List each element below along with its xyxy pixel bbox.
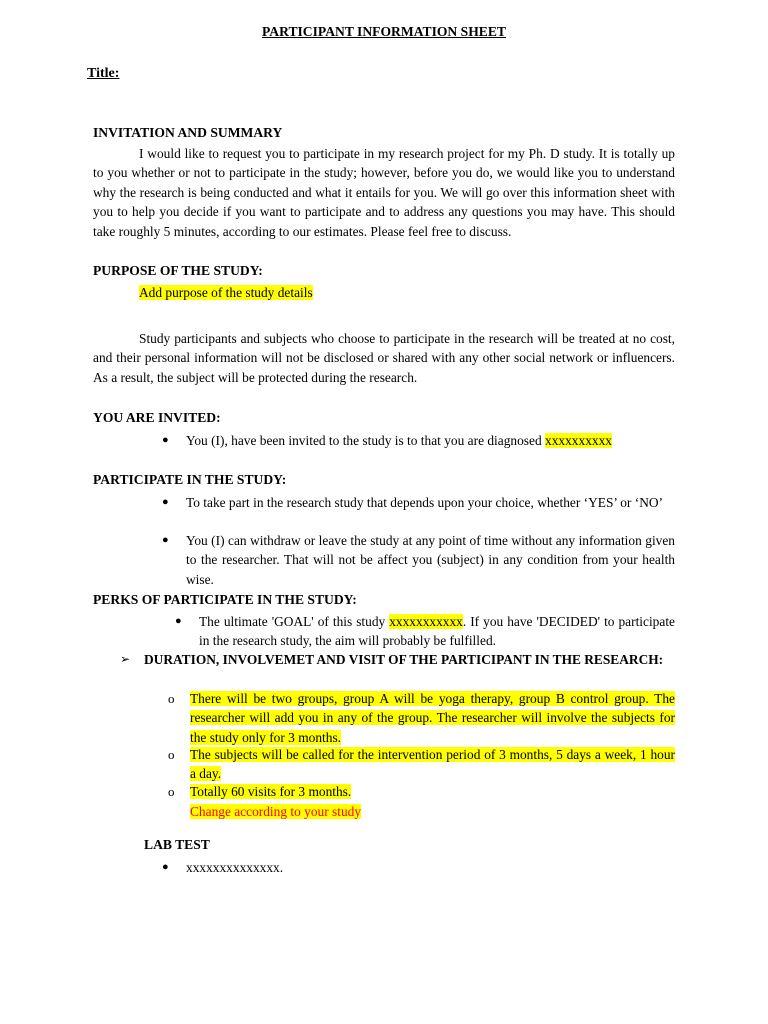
perks-bullet <box>175 612 675 651</box>
duration-heading-item <box>120 650 674 669</box>
invitation-text: I would like to request you to participate in my research project for my Ph. D study. It is totally up to you whether or not to participate in the study; however, before you do, we would like you to understand why the research is being conducted and what it entails for you. We will go over this information sheet with you to help you decide if you want to participate and to address any questions you may have. This should take roughly 5 minutes, according to our estimates. Please feel free to discuss. <box>93 146 675 239</box>
bullet-icon: ● <box>175 615 182 627</box>
participate-bullet-text: You (I) can withdraw or leave the study at any point of time without any information given to the researcher. That will not be affect you (subject) in any condition from your health wise. <box>186 533 675 587</box>
perks-bullet-highlight: xxxxxxxxxxx <box>389 614 463 629</box>
bullet-icon: ● <box>162 434 169 446</box>
participate-heading: PARTICIPATE IN THE STUDY: <box>93 472 287 487</box>
duration-item <box>168 689 675 747</box>
participate-bullet <box>162 493 675 512</box>
purpose-placeholder-line <box>139 283 313 302</box>
invited-bullet-text: You (I), have been invited to the study is to that you are diagnosed <box>186 433 546 448</box>
duration-note-line <box>190 802 361 821</box>
duration-note: Change according to your study <box>190 804 362 819</box>
duration-item <box>168 782 675 801</box>
participate-bullet <box>162 531 675 589</box>
lab-test-bullet <box>162 858 675 877</box>
arrow-right-icon: ➢ <box>120 652 131 666</box>
invitation-heading: INVITATION AND SUMMARY <box>93 125 283 140</box>
circle-bullet-icon: o <box>168 691 175 706</box>
duration-item <box>168 745 675 784</box>
perks-bullet-before: The ultimate 'GOAL' of this study <box>199 614 390 629</box>
purpose-text: Study participants and subjects who choose to participate in the research will be treated at no cost, and their personal information will not be disclosed or shared with any other social network or influencers. As a result, the subject will be protected during the research. <box>93 331 675 385</box>
perks-heading: PERKS OF PARTICIPATE IN THE STUDY: <box>93 592 357 607</box>
lab-test-bullet-text: xxxxxxxxxxxxxx. <box>186 860 284 875</box>
invited-bullet-highlight: xxxxxxxxxx <box>545 433 612 448</box>
invited-heading: YOU ARE INVITED: <box>93 410 221 425</box>
invited-bullet <box>162 431 675 450</box>
title-label: Title: <box>87 66 120 81</box>
duration-item-text: There will be two groups, group A will be yoga therapy, group B control group. The researcher will add you in any of the group. The researcher will involve the subjects for the study only for 3 months. <box>190 691 675 745</box>
bullet-icon: ● <box>162 861 169 873</box>
circle-bullet-icon: o <box>168 747 175 762</box>
purpose-placeholder: Add purpose of the study details <box>139 285 313 300</box>
participate-bullet-text: To take part in the research study that depends upon your choice, whether ‘YES’ or ‘NO’ <box>186 495 664 510</box>
perks-bullet-after: . If you have 'DECIDED' to participate in the research study, the aim will probably be fulfilled. <box>199 614 675 649</box>
purpose-heading: PURPOSE OF THE STUDY: <box>93 263 263 278</box>
circle-bullet-icon: o <box>168 784 175 799</box>
duration-heading: DURATION, INVOLVEMET AND VISIT OF THE PARTICIPANT IN THE RESEARCH: <box>144 652 664 667</box>
invitation-paragraph <box>93 144 675 241</box>
lab-test-heading: LAB TEST <box>144 837 210 852</box>
bullet-icon: ● <box>162 534 169 546</box>
bullet-icon: ● <box>162 496 169 508</box>
duration-item-text: Totally 60 visits for 3 months. <box>190 784 352 799</box>
duration-item-text: The subjects will be called for the intervention period of 3 months, 5 days a week, 1 hour a day. <box>190 747 675 782</box>
document-title: PARTICIPANT INFORMATION SHEET <box>262 24 506 39</box>
purpose-paragraph <box>93 329 675 387</box>
